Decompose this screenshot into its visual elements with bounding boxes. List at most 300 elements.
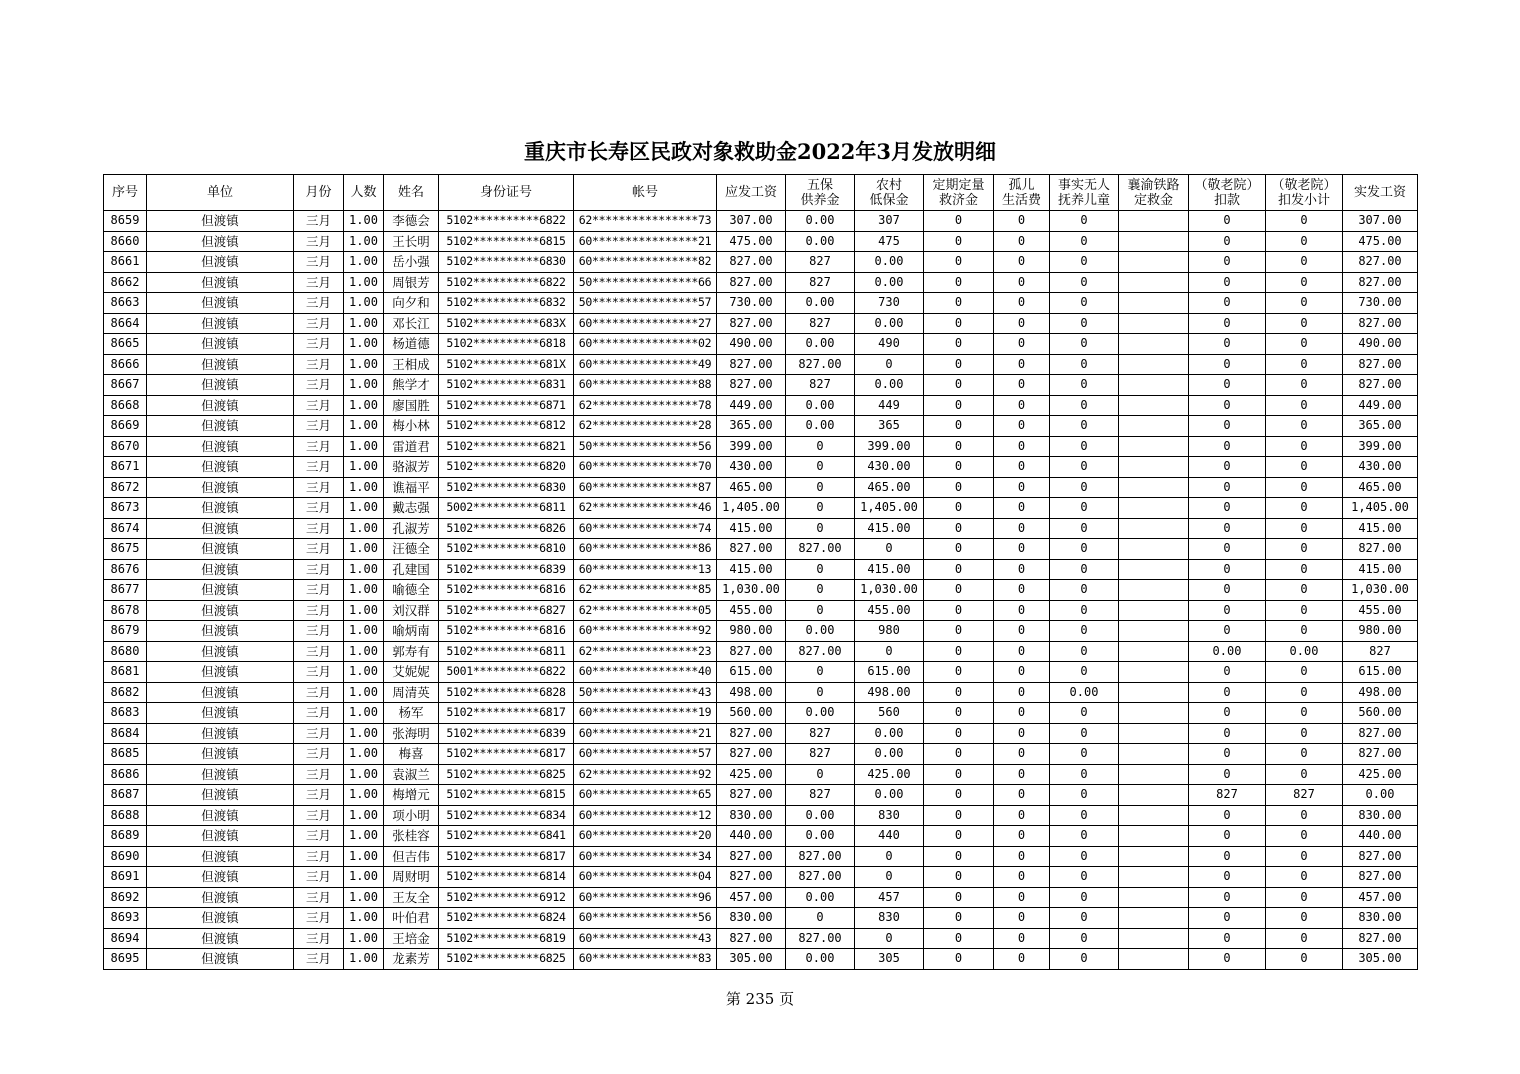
cell-wubao: 827.00 [786,867,855,888]
cell-jlyxj: 0 [1266,682,1343,703]
cell-wubao: 0.00 [786,293,855,314]
cell-shishi: 0 [1050,703,1119,724]
cell-xiangyu [1119,600,1189,621]
cell-dingqi: 0 [924,313,994,334]
cell-net: 830.00 [1343,908,1418,929]
cell-count: 1.00 [344,682,384,703]
cell-account: 62****************73 [574,211,717,232]
cell-gross: 615.00 [717,662,786,683]
cell-shishi: 0 [1050,395,1119,416]
cell-month: 三月 [294,334,344,355]
cell-jlykk: 0 [1189,313,1266,334]
cell-month: 三月 [294,416,344,437]
cell-jlykk: 0 [1189,457,1266,478]
cell-count: 1.00 [344,826,384,847]
cell-unit: 但渡镇 [147,272,294,293]
cell-month: 三月 [294,477,344,498]
cell-count: 1.00 [344,477,384,498]
table-row [104,436,1418,457]
cell-unit: 但渡镇 [147,826,294,847]
cell-guer: 0 [994,272,1050,293]
cell-seq: 8689 [104,826,147,847]
cell-net: 415.00 [1343,559,1418,580]
cell-jlyxj: 0 [1266,518,1343,539]
cell-shishi: 0 [1050,580,1119,601]
cell-dibao: 0.00 [855,252,924,273]
cell-net: 415.00 [1343,518,1418,539]
cell-seq: 8666 [104,354,147,375]
cell-dibao: 305 [855,949,924,970]
cell-shishi: 0 [1050,231,1119,252]
cell-jlykk: 0 [1189,211,1266,232]
cell-id: 5102**********683X [439,313,574,334]
cell-unit: 但渡镇 [147,334,294,355]
table-row [104,334,1418,355]
cell-name: 王友全 [384,887,439,908]
cell-dingqi: 0 [924,354,994,375]
cell-jlykk: 0 [1189,805,1266,826]
cell-account: 62****************92 [574,764,717,785]
cell-dingqi: 0 [924,805,994,826]
cell-count: 1.00 [344,928,384,949]
cell-net: 449.00 [1343,395,1418,416]
cell-wubao: 827 [786,785,855,806]
cell-xiangyu [1119,354,1189,375]
cell-dibao: 430.00 [855,457,924,478]
cell-net: 827.00 [1343,867,1418,888]
cell-dibao: 980 [855,621,924,642]
cell-xiangyu [1119,375,1189,396]
cell-unit: 但渡镇 [147,887,294,908]
cell-unit: 但渡镇 [147,641,294,662]
cell-dibao: 1,405.00 [855,498,924,519]
cell-name: 向夕和 [384,293,439,314]
cell-net: 827.00 [1343,744,1418,765]
column-header-jlykk: （敬老院） 扣款 [1189,175,1266,211]
cell-id: 5102**********6912 [439,887,574,908]
cell-xiangyu [1119,395,1189,416]
column-header-shishi: 事实无人 抚养儿童 [1050,175,1119,211]
cell-net: 307.00 [1343,211,1418,232]
cell-xiangyu [1119,416,1189,437]
cell-xiangyu [1119,539,1189,560]
cell-guer: 0 [994,293,1050,314]
cell-xiangyu [1119,518,1189,539]
cell-dingqi: 0 [924,539,994,560]
cell-unit: 但渡镇 [147,621,294,642]
cell-name: 刘汉群 [384,600,439,621]
cell-shishi: 0 [1050,949,1119,970]
cell-jlyxj: 0 [1266,703,1343,724]
table-row [104,826,1418,847]
table-row [104,252,1418,273]
cell-jlykk: 0 [1189,703,1266,724]
cell-dibao: 0 [855,846,924,867]
cell-unit: 但渡镇 [147,231,294,252]
cell-name: 孔建国 [384,559,439,580]
cell-guer: 0 [994,395,1050,416]
cell-guer: 0 [994,252,1050,273]
cell-dibao: 457 [855,887,924,908]
table-row [104,805,1418,826]
cell-jlykk: 0 [1189,334,1266,355]
cell-seq: 8681 [104,662,147,683]
cell-xiangyu [1119,498,1189,519]
cell-guer: 0 [994,498,1050,519]
cell-guer: 0 [994,539,1050,560]
cell-jlykk: 0 [1189,744,1266,765]
table-row [104,785,1418,806]
cell-month: 三月 [294,395,344,416]
cell-gross: 449.00 [717,395,786,416]
cell-net: 430.00 [1343,457,1418,478]
cell-count: 1.00 [344,887,384,908]
table-row [104,272,1418,293]
cell-account: 60****************88 [574,375,717,396]
cell-guer: 0 [994,334,1050,355]
cell-account: 62****************85 [574,580,717,601]
cell-unit: 但渡镇 [147,211,294,232]
cell-month: 三月 [294,559,344,580]
cell-gross: 827.00 [717,867,786,888]
cell-dibao: 0 [855,928,924,949]
cell-guer: 0 [994,744,1050,765]
cell-gross: 730.00 [717,293,786,314]
cell-count: 1.00 [344,764,384,785]
cell-id: 5102**********6819 [439,928,574,949]
cell-dingqi: 0 [924,272,994,293]
cell-unit: 但渡镇 [147,416,294,437]
cell-net: 827.00 [1343,539,1418,560]
cell-count: 1.00 [344,354,384,375]
cell-shishi: 0 [1050,846,1119,867]
cell-month: 三月 [294,744,344,765]
cell-seq: 8684 [104,723,147,744]
cell-count: 1.00 [344,662,384,683]
cell-id: 5102**********6818 [439,334,574,355]
cell-dingqi: 0 [924,252,994,273]
cell-account: 62****************05 [574,600,717,621]
cell-count: 1.00 [344,457,384,478]
cell-name: 邓长江 [384,313,439,334]
cell-net: 827.00 [1343,723,1418,744]
cell-gross: 827.00 [717,641,786,662]
cell-shishi: 0 [1050,785,1119,806]
cell-wubao: 827.00 [786,354,855,375]
cell-month: 三月 [294,293,344,314]
cell-dibao: 440 [855,826,924,847]
cell-guer: 0 [994,457,1050,478]
cell-account: 60****************92 [574,621,717,642]
cell-xiangyu [1119,887,1189,908]
cell-dingqi: 0 [924,723,994,744]
cell-unit: 但渡镇 [147,949,294,970]
cell-net: 827.00 [1343,313,1418,334]
table-row [104,416,1418,437]
cell-id: 5102**********6830 [439,252,574,273]
cell-gross: 305.00 [717,949,786,970]
cell-guer: 0 [994,928,1050,949]
cell-xiangyu [1119,621,1189,642]
cell-id: 5102**********6824 [439,908,574,929]
cell-xiangyu [1119,477,1189,498]
cell-dibao: 465.00 [855,477,924,498]
column-header-dibao: 农村 低保金 [855,175,924,211]
cell-name: 杨军 [384,703,439,724]
cell-name: 梅喜 [384,744,439,765]
cell-month: 三月 [294,908,344,929]
cell-seq: 8679 [104,621,147,642]
table-row [104,375,1418,396]
cell-unit: 但渡镇 [147,867,294,888]
cell-wubao: 0 [786,559,855,580]
table-row [104,641,1418,662]
table-row [104,949,1418,970]
cell-id: 5102**********6817 [439,744,574,765]
cell-guer: 0 [994,600,1050,621]
column-header-name: 姓名 [384,175,439,211]
cell-shishi: 0 [1050,764,1119,785]
cell-count: 1.00 [344,211,384,232]
cell-dingqi: 0 [924,826,994,847]
cell-jlyxj: 0 [1266,436,1343,457]
table-row [104,928,1418,949]
cell-unit: 但渡镇 [147,928,294,949]
table-row [104,559,1418,580]
table-row [104,744,1418,765]
cell-dibao: 830 [855,805,924,826]
cell-id: 5102**********6810 [439,539,574,560]
cell-jlyxj: 0 [1266,539,1343,560]
cell-xiangyu [1119,744,1189,765]
cell-dingqi: 0 [924,785,994,806]
cell-jlyxj: 0.00 [1266,641,1343,662]
cell-dingqi: 0 [924,703,994,724]
cell-dingqi: 0 [924,887,994,908]
cell-name: 袁淑兰 [384,764,439,785]
column-header-count: 人数 [344,175,384,211]
cell-jlykk: 0 [1189,498,1266,519]
cell-account: 60****************83 [574,949,717,970]
cell-net: 425.00 [1343,764,1418,785]
cell-id: 5102**********6815 [439,231,574,252]
cell-xiangyu [1119,805,1189,826]
cell-month: 三月 [294,354,344,375]
cell-jlyxj: 0 [1266,621,1343,642]
cell-dingqi: 0 [924,744,994,765]
cell-dibao: 399.00 [855,436,924,457]
cell-shishi: 0 [1050,744,1119,765]
cell-id: 5102**********6825 [439,949,574,970]
cell-wubao: 0 [786,580,855,601]
cell-seq: 8669 [104,416,147,437]
table-row [104,518,1418,539]
cell-unit: 但渡镇 [147,764,294,785]
cell-month: 三月 [294,723,344,744]
cell-jlyxj: 0 [1266,477,1343,498]
cell-guer: 0 [994,662,1050,683]
cell-gross: 307.00 [717,211,786,232]
column-header-dingqi: 定期定量 救济金 [924,175,994,211]
cell-gross: 827.00 [717,252,786,273]
cell-xiangyu [1119,764,1189,785]
cell-id: 5002**********6811 [439,498,574,519]
cell-wubao: 0.00 [786,703,855,724]
cell-account: 62****************23 [574,641,717,662]
cell-jlyxj: 0 [1266,231,1343,252]
cell-shishi: 0 [1050,867,1119,888]
cell-net: 615.00 [1343,662,1418,683]
cell-seq: 8682 [104,682,147,703]
cell-shishi: 0 [1050,662,1119,683]
cell-jlykk: 0 [1189,682,1266,703]
cell-seq: 8695 [104,949,147,970]
cell-guer: 0 [994,846,1050,867]
cell-net: 457.00 [1343,887,1418,908]
cell-xiangyu [1119,334,1189,355]
table-row [104,498,1418,519]
cell-shishi: 0 [1050,518,1119,539]
cell-id: 5102**********681X [439,354,574,375]
cell-seq: 8675 [104,539,147,560]
cell-dibao: 415.00 [855,518,924,539]
cell-jlykk: 0 [1189,826,1266,847]
cell-net: 1,405.00 [1343,498,1418,519]
cell-unit: 但渡镇 [147,908,294,929]
cell-count: 1.00 [344,252,384,273]
cell-guer: 0 [994,826,1050,847]
cell-dingqi: 0 [924,334,994,355]
cell-count: 1.00 [344,949,384,970]
cell-guer: 0 [994,887,1050,908]
cell-shishi: 0 [1050,928,1119,949]
cell-dingqi: 0 [924,867,994,888]
cell-unit: 但渡镇 [147,744,294,765]
cell-seq: 8687 [104,785,147,806]
table-row [104,846,1418,867]
cell-dibao: 0.00 [855,785,924,806]
cell-wubao: 827 [786,723,855,744]
cell-dibao: 365 [855,416,924,437]
cell-jlykk: 0 [1189,293,1266,314]
cell-id: 5102**********6832 [439,293,574,314]
cell-shishi: 0 [1050,559,1119,580]
cell-gross: 827.00 [717,744,786,765]
cell-count: 1.00 [344,395,384,416]
cell-wubao: 827 [786,272,855,293]
cell-jlyxj: 0 [1266,723,1343,744]
cell-net: 730.00 [1343,293,1418,314]
cell-wubao: 827.00 [786,846,855,867]
cell-account: 60****************13 [574,559,717,580]
cell-count: 1.00 [344,867,384,888]
cell-wubao: 827 [786,252,855,273]
cell-jlyxj: 0 [1266,887,1343,908]
cell-xiangyu [1119,580,1189,601]
table-row [104,621,1418,642]
cell-net: 827.00 [1343,252,1418,273]
cell-wubao: 0 [786,498,855,519]
table-row [104,662,1418,683]
cell-count: 1.00 [344,436,384,457]
cell-dibao: 0.00 [855,744,924,765]
cell-account: 60****************27 [574,313,717,334]
cell-dingqi: 0 [924,580,994,601]
cell-dingqi: 0 [924,477,994,498]
cell-xiangyu [1119,846,1189,867]
cell-count: 1.00 [344,641,384,662]
cell-jlykk: 0 [1189,231,1266,252]
cell-seq: 8673 [104,498,147,519]
cell-wubao: 0 [786,764,855,785]
header-row [104,175,1418,211]
cell-account: 60****************65 [574,785,717,806]
cell-id: 5001**********6822 [439,662,574,683]
cell-guer: 0 [994,682,1050,703]
cell-wubao: 0.00 [786,211,855,232]
cell-month: 三月 [294,621,344,642]
cell-name: 张海明 [384,723,439,744]
cell-name: 熊学才 [384,375,439,396]
cell-xiangyu [1119,641,1189,662]
cell-gross: 399.00 [717,436,786,457]
cell-id: 5102**********6826 [439,518,574,539]
cell-account: 60****************86 [574,539,717,560]
cell-gross: 430.00 [717,457,786,478]
cell-jlyxj: 0 [1266,416,1343,437]
cell-net: 980.00 [1343,621,1418,642]
cell-dingqi: 0 [924,928,994,949]
cell-dibao: 0 [855,867,924,888]
cell-month: 三月 [294,580,344,601]
cell-jlykk: 0 [1189,600,1266,621]
column-header-xiangyu: 襄渝铁路 定救金 [1119,175,1189,211]
cell-shishi: 0 [1050,498,1119,519]
cell-id: 5102**********6828 [439,682,574,703]
cell-seq: 8663 [104,293,147,314]
cell-name: 谯福平 [384,477,439,498]
cell-name: 艾妮妮 [384,662,439,683]
cell-jlyxj: 0 [1266,354,1343,375]
cell-count: 1.00 [344,785,384,806]
cell-jlyxj: 0 [1266,252,1343,273]
table-row [104,395,1418,416]
cell-wubao: 827.00 [786,539,855,560]
cell-dibao: 0.00 [855,375,924,396]
cell-unit: 但渡镇 [147,785,294,806]
cell-net: 827 [1343,641,1418,662]
table-row [104,457,1418,478]
cell-wubao: 0.00 [786,334,855,355]
cell-shishi: 0 [1050,600,1119,621]
cell-dibao: 1,030.00 [855,580,924,601]
cell-wubao: 0.00 [786,805,855,826]
cell-seq: 8692 [104,887,147,908]
cell-id: 5102**********6811 [439,641,574,662]
cell-guer: 0 [994,949,1050,970]
cell-net: 827.00 [1343,928,1418,949]
cell-wubao: 0 [786,662,855,683]
cell-shishi: 0 [1050,908,1119,929]
cell-id: 5102**********6821 [439,436,574,457]
cell-guer: 0 [994,867,1050,888]
cell-jlyxj: 0 [1266,826,1343,847]
cell-dibao: 730 [855,293,924,314]
cell-name: 张桂容 [384,826,439,847]
cell-jlyxj: 827 [1266,785,1343,806]
cell-id: 5102**********6816 [439,580,574,601]
cell-seq: 8677 [104,580,147,601]
